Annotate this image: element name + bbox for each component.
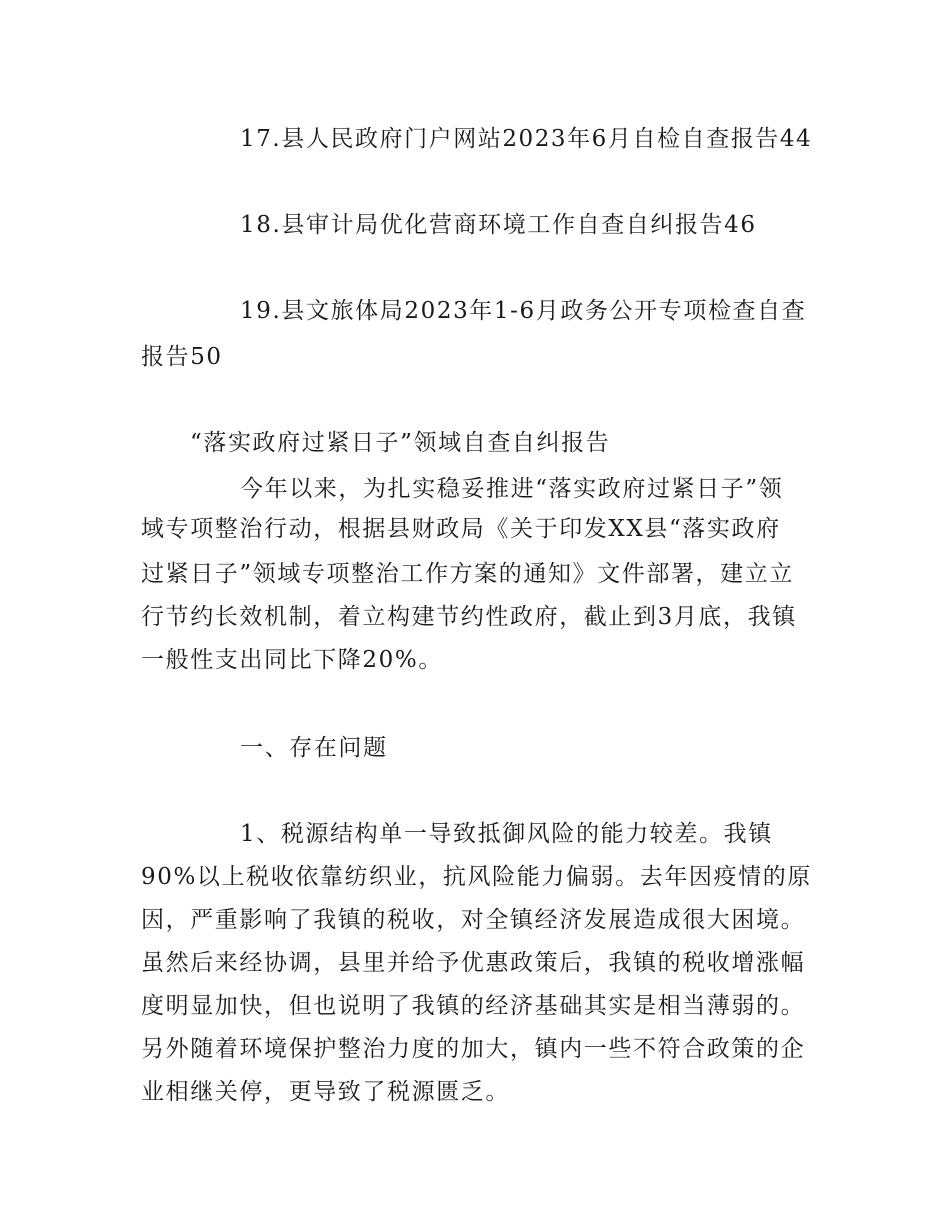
intro-line-2: 域专项整治行动，根据县财政局《关于印发XX县“落实政府 (141, 516, 781, 542)
section-heading: 一、存在问题 (240, 735, 388, 761)
intro-line-1: 今年以来，为扎实稳妥推进“落实政府过紧日子”领 (240, 476, 784, 502)
intro-line-5: 一般性支出同比下降20%。 (141, 647, 443, 673)
toc-entry-19: 19.县文旅体局2023年1-6月政务公开专项检查自查 (240, 298, 807, 324)
item1-line-4: 虽然后来经协调，县里并给予优惠政策后，我镇的税收增涨幅 (141, 950, 806, 976)
item1-line-3: 因，严重影响了我镇的税收，对全镇经济发展造成很大困境。 (141, 907, 806, 933)
item1-line-6: 另外随着环境保护整治力度的加大，镇内一些不符合政策的企 (141, 1036, 806, 1062)
toc-entry-17: 17.县人民政府门户网站2023年6月自检自查报告44 (240, 126, 813, 152)
toc-entry-19-continued: 报告50 (141, 344, 223, 370)
article-title: “落实政府过紧日子”领域自查自纠报告 (190, 430, 611, 456)
item1-line-2: 90%以上税收依靠纺织业，抗风险能力偏弱。去年因疫情的原 (141, 864, 812, 890)
item1-line-7: 业相继关停，更导致了税源匮乏。 (141, 1079, 510, 1105)
toc-entry-18: 18.县审计局优化营商环境工作自查自纠报告46 (240, 212, 757, 238)
intro-line-3: 过紧日子”领域专项整治工作方案的通知》文件部署，建立立 (141, 561, 794, 587)
intro-line-4: 行节约长效机制，着立构建节约性政府，截止到3月底，我镇 (141, 604, 797, 630)
item1-line-1: 1、税源结构单一导致抵御风险的能力较差。我镇 (240, 821, 773, 847)
item1-line-5: 度明显加快，但也说明了我镇的经济基础其实是相当薄弱的。 (141, 993, 806, 1019)
